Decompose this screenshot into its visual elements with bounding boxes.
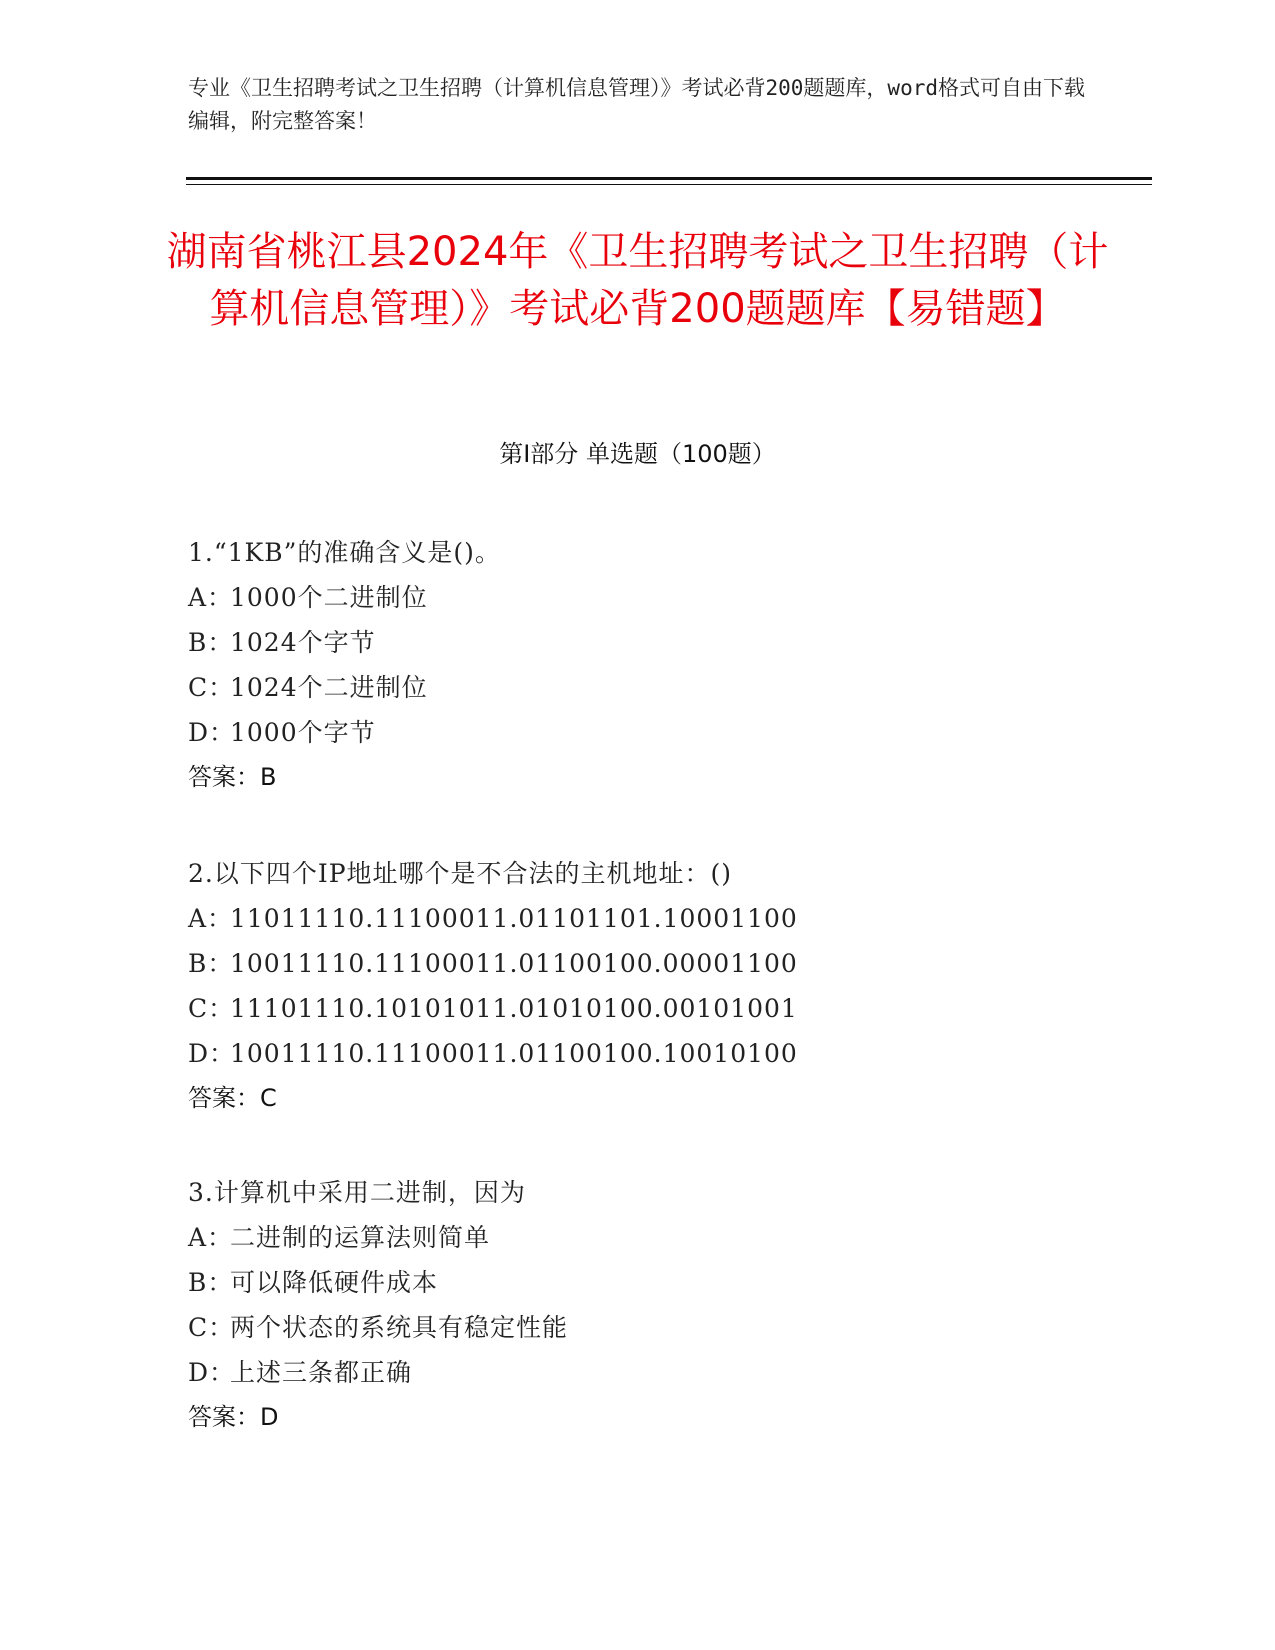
question-1 bbox=[188, 530, 1108, 800]
question-2 bbox=[188, 851, 1108, 1121]
option-key: A： bbox=[188, 904, 234, 933]
option-a bbox=[188, 575, 1108, 620]
header-rule-thin bbox=[186, 184, 1152, 185]
answer-line: 答案：B bbox=[188, 763, 277, 791]
option-text: 二进制的运算法则简单 bbox=[230, 1223, 491, 1252]
option-text: 11101110.10101011.01010100.00101001 bbox=[230, 994, 798, 1023]
option-text: 1024个二进制位 bbox=[230, 673, 428, 702]
option-b bbox=[188, 941, 1108, 986]
option-a bbox=[188, 896, 1108, 941]
option-d bbox=[188, 1350, 1108, 1395]
option-text: 1024个字节 bbox=[230, 628, 376, 657]
option-key: C： bbox=[188, 673, 235, 702]
option-key: D： bbox=[188, 718, 236, 747]
answer-line: 答案：D bbox=[188, 1403, 279, 1431]
option-key: D： bbox=[188, 1358, 236, 1387]
option-key: A： bbox=[188, 583, 234, 612]
option-key: C： bbox=[188, 1313, 235, 1342]
option-text: 两个状态的系统具有稳定性能 bbox=[230, 1313, 569, 1342]
question-stem: 3.计算机中采用二进制，因为 bbox=[188, 1178, 526, 1207]
option-text: 可以降低硬件成本 bbox=[230, 1268, 439, 1297]
option-key: A： bbox=[188, 1223, 234, 1252]
option-b bbox=[188, 1260, 1108, 1305]
option-text: 上述三条都正确 bbox=[230, 1358, 413, 1387]
option-c bbox=[188, 986, 1108, 1031]
question-stem: 2.以下四个IP地址哪个是不合法的主机地址：() bbox=[188, 859, 733, 888]
option-d bbox=[188, 710, 1108, 755]
option-text: 1000个二进制位 bbox=[230, 583, 428, 612]
option-d bbox=[188, 1031, 1108, 1076]
header-note: 专业《卫生招聘考试之卫生招聘（计算机信息管理）》考试必背200题题库，word格式可自由下载编辑，附完整答案！ bbox=[188, 76, 1085, 133]
answer-line: 答案：C bbox=[188, 1084, 277, 1112]
option-text: 10011110.11100011.01100100.00001100 bbox=[230, 949, 798, 978]
document-title: 湖南省桃江县2024年《卫生招聘考试之卫生招聘（计算机信息管理）》考试必背200题题库【易错题】 bbox=[166, 229, 1109, 332]
header-rule-thick bbox=[186, 177, 1152, 180]
option-b bbox=[188, 620, 1108, 665]
option-key: B： bbox=[188, 1268, 234, 1297]
option-key: B： bbox=[188, 949, 234, 978]
option-text: 11011110.11100011.01101101.10001100 bbox=[230, 904, 798, 933]
question-stem: 1.“1KB”的准确含义是()。 bbox=[188, 538, 501, 567]
option-key: C： bbox=[188, 994, 235, 1023]
option-a bbox=[188, 1215, 1108, 1260]
option-key: B： bbox=[188, 628, 234, 657]
option-c bbox=[188, 1305, 1108, 1350]
section-heading: 第I部分 单选题（100题） bbox=[499, 440, 776, 468]
option-text: 1000个字节 bbox=[230, 718, 376, 747]
question-3 bbox=[188, 1170, 1108, 1440]
option-key: D： bbox=[188, 1039, 236, 1068]
option-c bbox=[188, 665, 1108, 710]
option-text: 10011110.11100011.01100100.10010100 bbox=[230, 1039, 798, 1068]
